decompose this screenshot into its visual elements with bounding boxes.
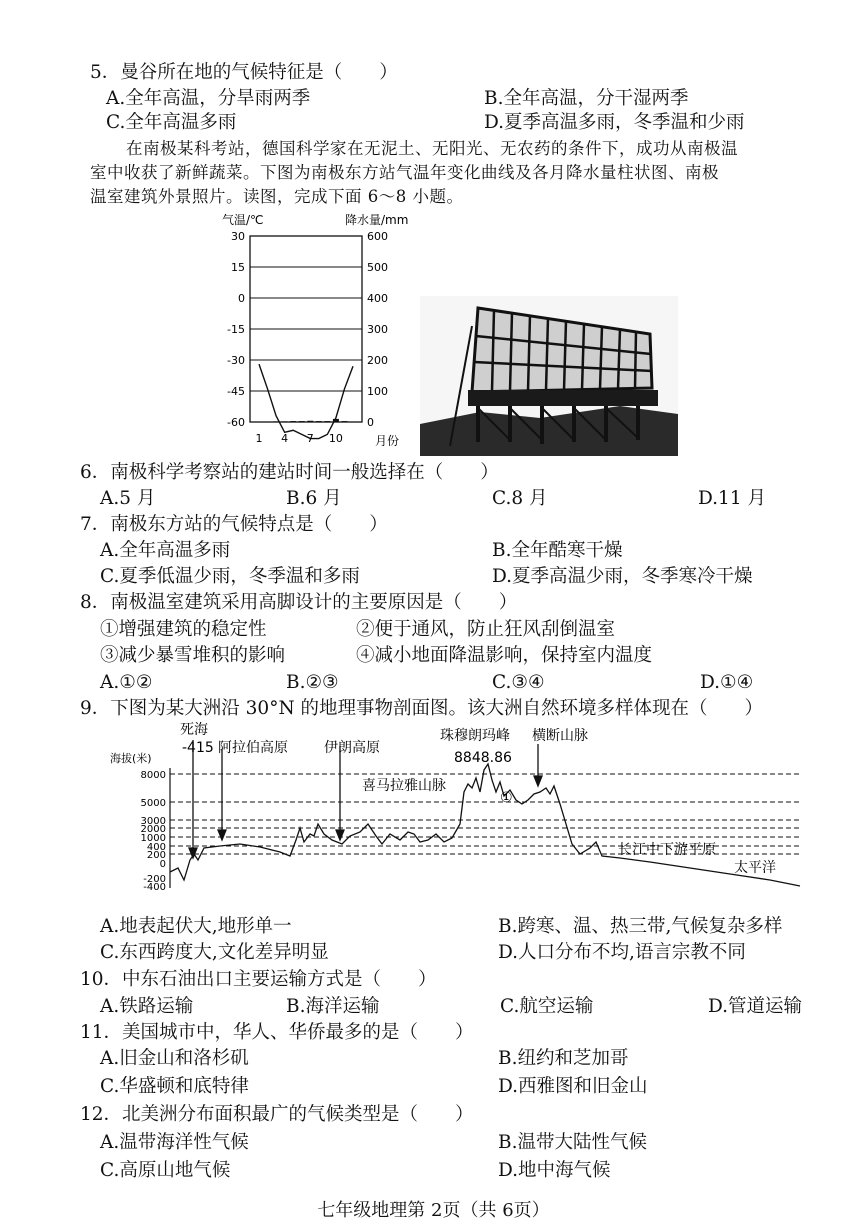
label-everest: 珠穆朗玛峰 <box>440 728 510 744</box>
terrain-profile-line <box>170 764 800 886</box>
q9-option-b: B.跨寒、温、热三带,气候复杂多样 <box>498 916 783 937</box>
intro-line-1: 在南极某科考站，德国科学家在无泥土、无阳光、无农药的条件下，成功从南极温 <box>126 139 738 158</box>
q9-option-a: A.地表起伏大,地形单一 <box>100 916 292 937</box>
q10-option-a: A.铁路运输 <box>100 996 194 1017</box>
q8-option-b: B.②③ <box>286 672 339 693</box>
precip-bar <box>316 421 322 422</box>
q9-option-c: C.东西跨度大,文化差异明显 <box>100 942 329 963</box>
q7-option-d: D.夏季高温少雨，冬季寒冷干燥 <box>492 566 753 587</box>
label-everest-value: 8848.86 <box>454 750 512 766</box>
q8-option-c: C.③④ <box>492 672 545 693</box>
q5-option-b: B.全年高温，分干湿两季 <box>484 88 689 109</box>
q10-option-c: C.航空运输 <box>500 996 594 1017</box>
q7-option-b: B.全年酷寒干燥 <box>492 540 623 561</box>
q5-option-a: A.全年高温，分旱雨两季 <box>106 88 311 109</box>
precip-bar <box>290 421 296 422</box>
precip-bar <box>324 421 330 422</box>
precip-axis-title: 降水量/mm <box>345 213 409 227</box>
profile-tick-label: 3000 <box>140 816 166 827</box>
q8-item-2: ②便于通风，防止狂风刮倒温室 <box>356 619 616 640</box>
month-tick-label: 1 <box>255 432 263 445</box>
q8-option-a: A.①② <box>100 672 153 693</box>
month-tick-label: 4 <box>281 432 289 445</box>
q11-option-b: B.纽约和芝加哥 <box>498 1048 629 1069</box>
q6-option-c: C.8 月 <box>492 488 548 509</box>
q6-option-b: B.6 月 <box>286 488 342 509</box>
q10-option-d: D.管道运输 <box>708 996 803 1017</box>
profile-tick-label: 400 <box>146 842 166 853</box>
q11-option-c: C.华盛顿和底特律 <box>100 1076 249 1097</box>
profile-tick-label: -400 <box>143 882 166 893</box>
q7-option-a: A.全年高温多雨 <box>100 540 231 561</box>
profile-tick-label: 5000 <box>140 798 166 809</box>
q12-option-c: C.高原山地气候 <box>100 1160 231 1181</box>
temperature-line <box>259 364 353 438</box>
q8-stem: 8．南极温室建筑采用高脚设计的主要原因是（ ） <box>80 592 518 613</box>
q10-option-b: B.海洋运输 <box>286 996 380 1017</box>
label-iranian-plateau: 伊朗高原 <box>324 740 380 756</box>
temp-tick-label: 30 <box>231 230 245 243</box>
precip-tick-label: 300 <box>367 323 388 336</box>
month-axis-label: 月份 <box>375 434 400 448</box>
profile-chart <box>110 720 810 900</box>
q12-option-b: B.温带大陆性气候 <box>498 1132 647 1153</box>
intro-line-3: 温室建筑外景照片。读图，完成下面 6～8 小题。 <box>90 187 464 206</box>
precip-bar <box>299 421 305 422</box>
precip-tick-label: 600 <box>367 230 388 243</box>
month-tick-label: 7 <box>306 432 314 445</box>
temp-axis-title: 气温/℃ <box>222 213 264 227</box>
q7-stem: 7．南极东方站的气候特点是（ ） <box>80 514 388 535</box>
profile-tick-label: -200 <box>143 874 166 885</box>
label-marker-1: ① <box>500 790 513 806</box>
profile-tick-label: 2000 <box>140 824 166 835</box>
q8-item-1: ①增强建筑的稳定性 <box>100 619 267 640</box>
profile-tick-label: 1000 <box>140 833 166 844</box>
q5-option-d: D.夏季高温多雨，冬季温和少雨 <box>484 112 745 133</box>
profile-y-title: 海拔(米) <box>110 752 152 765</box>
precip-bar <box>273 421 279 422</box>
profile-tick-label: 8000 <box>140 770 166 781</box>
q5-option-c: C.全年高温多雨 <box>106 112 237 133</box>
profile-tick-label: 0 <box>159 859 166 870</box>
temp-tick-label: -45 <box>227 385 245 398</box>
q12-option-d: D.地中海气候 <box>498 1160 611 1181</box>
precip-tick-label: 500 <box>367 261 388 274</box>
temp-tick-label: -30 <box>227 354 245 367</box>
greenhouse-photo <box>420 296 678 456</box>
q6-option-d: D.11 月 <box>698 488 766 509</box>
month-tick-label: 10 <box>328 432 343 445</box>
q8-option-d: D.①④ <box>700 672 754 693</box>
climate-chart <box>210 210 409 455</box>
precip-tick-label: 100 <box>367 385 388 398</box>
q7-option-c: C.夏季低温少雨，冬季温和多雨 <box>100 566 360 587</box>
q6-option-a: A.5 月 <box>100 488 156 509</box>
label-pacific: 太平洋 <box>734 860 776 876</box>
precip-tick-label: 400 <box>367 292 388 305</box>
profile-tick-label: 200 <box>146 850 166 861</box>
temp-tick-label: 15 <box>231 261 245 274</box>
q9-option-d: D.人口分布不均,语言宗教不同 <box>498 942 746 963</box>
q12-option-a: A.温带海洋性气候 <box>100 1132 249 1153</box>
q11-option-a: A.旧金山和洛杉矶 <box>100 1048 249 1069</box>
label-hengduan: 横断山脉 <box>532 728 588 744</box>
precip-bar <box>282 421 288 422</box>
precip-bar <box>307 421 313 422</box>
label-yangtze-plain: 长江中下游平原 <box>618 842 716 858</box>
temp-tick-label: 0 <box>238 292 245 305</box>
page-footer: 七年级地理第 2页（共 6页） <box>317 1200 550 1221</box>
q6-stem: 6．南极科学考察站的建站时间一般选择在（ ） <box>80 462 499 483</box>
precip-bar <box>341 421 347 422</box>
q8-item-3: ③减少暴雪堆积的影响 <box>100 645 286 666</box>
temp-tick-label: -15 <box>227 323 245 336</box>
temp-tick-label: -60 <box>227 416 245 429</box>
q12-stem: 12．北美洲分布面积最广的气候类型是（ ） <box>80 1104 474 1125</box>
label-dead-sea: 死海 <box>180 722 208 738</box>
q10-stem: 10．中东石油出口主要运输方式是（ ） <box>80 969 437 990</box>
precip-tick-label: 0 <box>367 416 374 429</box>
precip-tick-label: 200 <box>367 354 388 367</box>
intro-line-2: 室中收获了新鲜蔬菜。下图为南极东方站气温年变化曲线及各月降水量柱状图、南极 <box>90 163 719 182</box>
q8-item-4: ④减小地面降温影响，保持室内温度 <box>356 645 653 666</box>
label-dead-sea-value: -415 <box>182 740 214 756</box>
q11-stem: 11．美国城市中，华人、华侨最多的是（ ） <box>80 1022 474 1043</box>
q11-option-d: D.西雅图和旧金山 <box>498 1076 648 1097</box>
label-himalaya: 喜马拉雅山脉 <box>362 778 446 794</box>
label-arabian-plateau: 阿拉伯高原 <box>218 740 288 756</box>
q9-stem: 9．下图为某大洲沿 30°N 的地理事物剖面图。该大洲自然环境多样体现在（ ） <box>80 698 764 719</box>
q5-stem: 5．曼谷所在地的气候特征是（ ） <box>90 62 398 83</box>
